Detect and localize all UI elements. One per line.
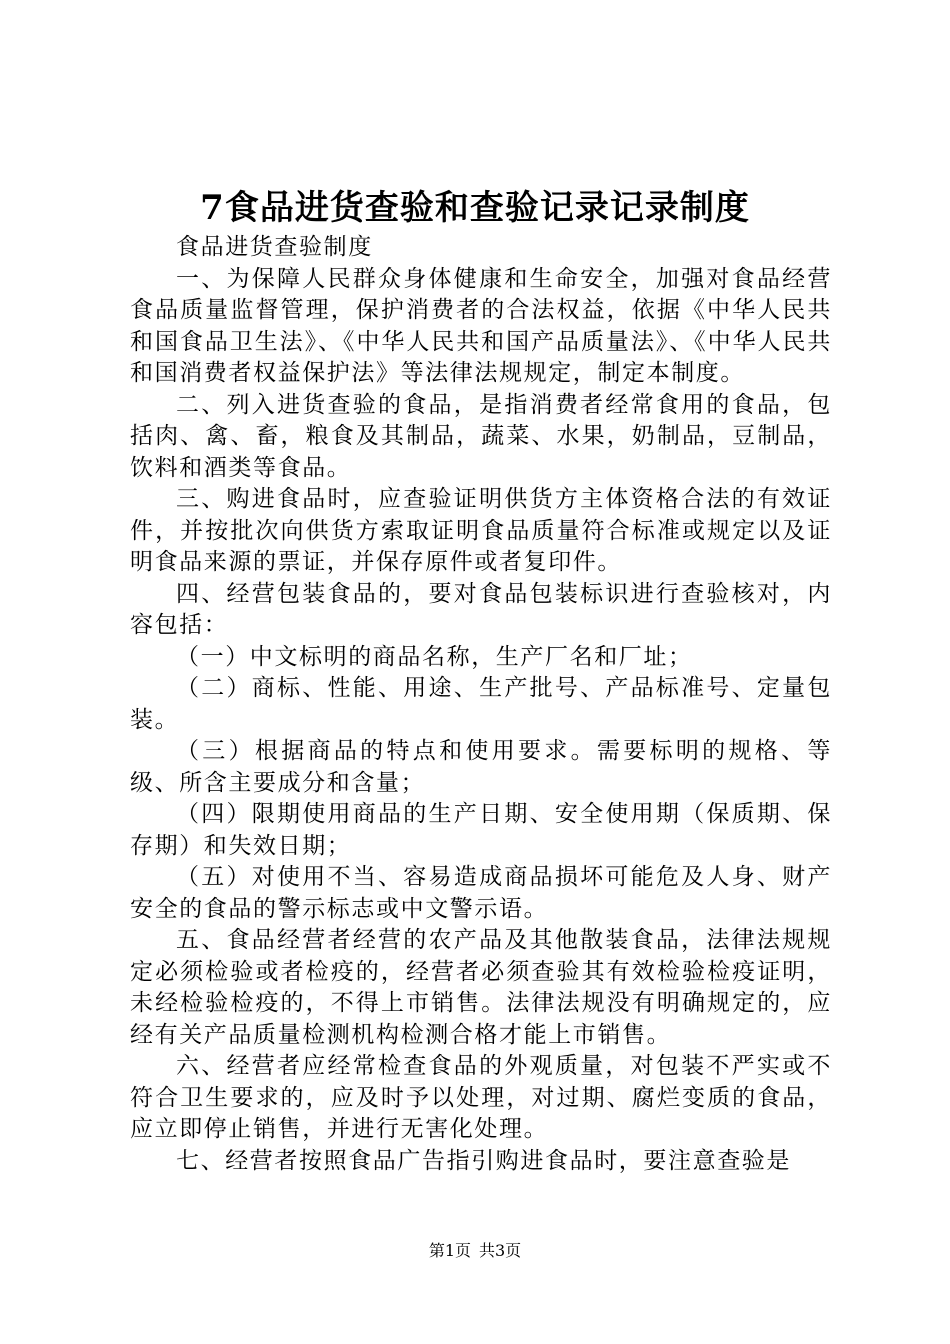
paragraph-5: 五、食品经营者经营的农产品及其他散装食品，法律法规规定必须检验或者检疫的，经营者必须查验其有效检验检疫证明，未经检验检疫的，不得上市销售。法律法规没有明确规定的，应经有关产品质量检测机构检测合格才能上市销售。 (130, 927, 832, 1048)
paragraph-4-item-2: （二）商标、性能、用途、生产批号、产品标准号、定量包装。 (130, 675, 832, 733)
document-title: 7食品进货查验和查验记录记录制度 (200, 188, 750, 228)
paragraph-2: 二、列入进货查验的食品，是指消费者经常食用的食品，包括肉、禽、畜，粮食及其制品，蔬菜、水果，奶制品，豆制品，饮料和酒类等食品。 (130, 391, 832, 481)
page-footer (0, 1240, 950, 1262)
paragraph-4-item-3: （三）根据商品的特点和使用要求。需要标明的规格、等级、所含主要成分和含量； (130, 738, 832, 796)
paragraph-4-item-1: （一）中文标明的商品名称，生产厂名和厂址； (176, 643, 693, 670)
paragraph-intro: 食品进货查验制度 (176, 234, 373, 260)
document-body (130, 232, 832, 1177)
page-number: 第1页 (428, 1241, 471, 1260)
page-total: 共3页 (479, 1241, 522, 1260)
paragraph-7: 七、经营者按照食品广告指引购进食品时，要注意查验是 (176, 1147, 791, 1174)
paragraph-6: 六、经营者应经常检查食品的外观质量，对包装不严实或不符合卫生要求的，应及时予以处理，对过期、腐烂变质的食品，应立即停止销售，并进行无害化处理。 (130, 1053, 832, 1142)
paragraph-4-item-5: （五）对使用不当、容易造成商品损坏可能危及人身、财产安全的食品的警示标志或中文警示语。 (130, 864, 832, 922)
paragraph-4-item-4: （四）限期使用商品的生产日期、安全使用期（保质期、保存期）和失效日期； (130, 801, 832, 859)
paragraph-4: 四、经营包装食品的，要对食品包装标识进行查验核对，内容包括： (130, 580, 832, 638)
paragraph-3: 三、购进食品时，应查验证明供货方主体资格合法的有效证件，并按批次向供货方索取证明食品质量符合标准或规定以及证明食品来源的票证，并保存原件或者复印件。 (130, 486, 832, 575)
paragraph-1: 一、为保障人民群众身体健康和生命安全，加强对食品经营食品质量监督管理，保护消费者的合法权益，依据《中华人民共和国食品卫生法》、《中华人民共和国产品质量法》、《中华人民共和国消费者权益保护法》等法律法规规定，制定本制度。 (130, 265, 832, 386)
